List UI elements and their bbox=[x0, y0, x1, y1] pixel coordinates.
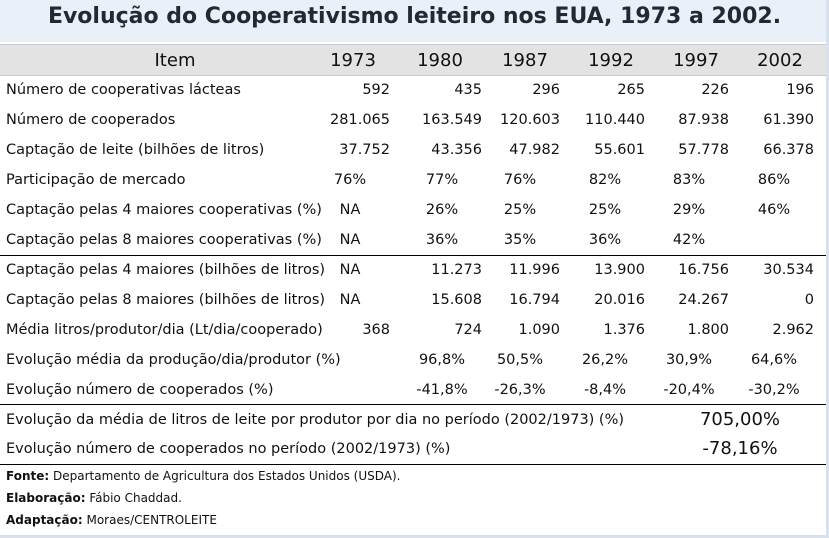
header-1987: 1987 bbox=[502, 50, 548, 71]
row-value: 46% bbox=[757, 202, 791, 218]
footer-elab-text: Fábio Chaddad. bbox=[85, 491, 182, 505]
row-value: 1.376 bbox=[603, 322, 645, 338]
table-row bbox=[0, 136, 829, 166]
row-value: 0 bbox=[804, 292, 814, 308]
table-header bbox=[0, 44, 829, 76]
row-value: 30.534 bbox=[763, 262, 814, 278]
row-value: 25% bbox=[503, 202, 537, 218]
row-value: 11.996 bbox=[509, 262, 560, 278]
row-value: 37.752 bbox=[339, 142, 390, 158]
row-value: NA bbox=[339, 292, 361, 308]
table-row bbox=[0, 376, 829, 406]
summary-label: Evolução número de cooperados no período (2002/1973) (%) bbox=[6, 441, 451, 457]
row-value: 83% bbox=[672, 172, 706, 188]
row-label: Média litros/produtor/dia (Lt/dia/cooperado) bbox=[6, 322, 323, 338]
row-value: 87.938 bbox=[678, 112, 729, 128]
section-divider bbox=[0, 255, 829, 256]
row-label: Captação pelas 8 maiores cooperativas (%) bbox=[6, 232, 322, 248]
footer-adapt-label: Adaptação: bbox=[6, 513, 83, 527]
row-label: Captação de leite (bilhões de litros) bbox=[6, 142, 265, 158]
row-value: 16.794 bbox=[509, 292, 560, 308]
row-value: -41,8% bbox=[416, 382, 468, 398]
row-value: 196 bbox=[786, 82, 814, 98]
summary-label: Evolução da média de litros de leite por produtor por dia no período (2002/1973) (%) bbox=[6, 412, 625, 428]
footer-adaptation bbox=[6, 513, 217, 527]
row-value: 30,9% bbox=[665, 352, 713, 368]
row-value: 50,5% bbox=[496, 352, 544, 368]
summary-value: 705,00% bbox=[699, 409, 781, 430]
row-value: 11.273 bbox=[431, 262, 482, 278]
row-value: 1.800 bbox=[687, 322, 729, 338]
summary-row bbox=[0, 435, 829, 465]
header-1997: 1997 bbox=[673, 50, 719, 71]
header-item: Item bbox=[154, 50, 196, 71]
row-value: 42% bbox=[672, 232, 706, 248]
table-row bbox=[0, 256, 829, 286]
row-value: 368 bbox=[362, 322, 390, 338]
row-value: 265 bbox=[617, 82, 645, 98]
row-label: Número de cooperativas lácteas bbox=[6, 82, 241, 98]
row-value: 2.962 bbox=[772, 322, 814, 338]
row-value: 15.608 bbox=[431, 292, 482, 308]
row-value: NA bbox=[339, 262, 361, 278]
row-value: 16.756 bbox=[678, 262, 729, 278]
row-value: 76% bbox=[503, 172, 537, 188]
row-value: NA bbox=[339, 232, 361, 248]
header-1973: 1973 bbox=[330, 50, 376, 71]
row-value: 724 bbox=[454, 322, 482, 338]
footer-source-text: Departamento de Agricultura dos Estados Unidos (USDA). bbox=[49, 469, 401, 483]
row-label: Participação de mercado bbox=[6, 172, 186, 188]
row-value: 96,8% bbox=[418, 352, 466, 368]
header-1980: 1980 bbox=[417, 50, 463, 71]
row-value: 110.440 bbox=[585, 112, 645, 128]
row-value: 43.356 bbox=[431, 142, 482, 158]
footer-adapt-text: Moraes/CENTROLEITE bbox=[82, 513, 217, 527]
row-value: 25% bbox=[588, 202, 622, 218]
row-value: -20,4% bbox=[663, 382, 715, 398]
table-row bbox=[0, 316, 829, 346]
row-value: 57.778 bbox=[678, 142, 729, 158]
row-value: 86% bbox=[757, 172, 791, 188]
row-label: Evolução média da produção/dia/produtor (%) bbox=[6, 352, 341, 368]
table-row bbox=[0, 196, 829, 226]
row-value: 13.900 bbox=[594, 262, 645, 278]
row-value: 24.267 bbox=[678, 292, 729, 308]
table-title: Evolução do Cooperativismo leiteiro nos EUA, 1973 a 2002. bbox=[47, 4, 782, 29]
row-label: Captação pelas 4 maiores (bilhões de litros) bbox=[6, 262, 326, 278]
header-1992: 1992 bbox=[588, 50, 634, 71]
row-value: 435 bbox=[454, 82, 482, 98]
summary-row bbox=[0, 406, 829, 436]
row-value: 61.390 bbox=[763, 112, 814, 128]
row-value: 36% bbox=[425, 232, 459, 248]
table-row bbox=[0, 226, 829, 256]
row-value: 29% bbox=[672, 202, 706, 218]
row-value: 66.378 bbox=[763, 142, 814, 158]
header-2002: 2002 bbox=[757, 50, 803, 71]
row-value: 296 bbox=[532, 82, 560, 98]
row-value: 36% bbox=[588, 232, 622, 248]
row-value: -26,3% bbox=[494, 382, 546, 398]
row-value: 592 bbox=[362, 82, 390, 98]
row-value: 120.603 bbox=[500, 112, 560, 128]
title-bar bbox=[0, 0, 829, 44]
row-value: 77% bbox=[425, 172, 459, 188]
footer-elab-label: Elaboração: bbox=[6, 491, 86, 505]
row-label: Captação pelas 4 maiores cooperativas (%) bbox=[6, 202, 322, 218]
row-value: 64,6% bbox=[750, 352, 798, 368]
row-value: 26,2% bbox=[581, 352, 629, 368]
table-row bbox=[0, 286, 829, 316]
row-value: 35% bbox=[503, 232, 537, 248]
row-value: 47.982 bbox=[509, 142, 560, 158]
table-row bbox=[0, 76, 829, 106]
row-value: -8,4% bbox=[583, 382, 627, 398]
table-row bbox=[0, 346, 829, 376]
row-value: 26% bbox=[425, 202, 459, 218]
row-value: 55.601 bbox=[594, 142, 645, 158]
row-label: Evolução número de cooperados (%) bbox=[6, 382, 274, 398]
section-divider bbox=[0, 404, 829, 405]
row-value: 1.090 bbox=[518, 322, 560, 338]
row-value: 76% bbox=[333, 172, 367, 188]
row-value: NA bbox=[339, 202, 361, 218]
summary-value: -78,16% bbox=[702, 438, 778, 459]
row-value: 226 bbox=[701, 82, 729, 98]
row-label: Captação pelas 8 maiores (bilhões de litros) bbox=[6, 292, 326, 308]
footer-source-label: Fonte: bbox=[6, 469, 50, 483]
row-value: 281.065 bbox=[330, 112, 390, 128]
row-label: Número de cooperados bbox=[6, 112, 176, 128]
footer-source bbox=[6, 469, 400, 483]
row-value: 82% bbox=[588, 172, 622, 188]
row-value: -30,2% bbox=[748, 382, 800, 398]
row-value: 20.016 bbox=[594, 292, 645, 308]
row-value: 163.549 bbox=[422, 112, 482, 128]
table-row bbox=[0, 166, 829, 196]
footer-elaboration bbox=[6, 491, 182, 505]
table-row bbox=[0, 106, 829, 136]
